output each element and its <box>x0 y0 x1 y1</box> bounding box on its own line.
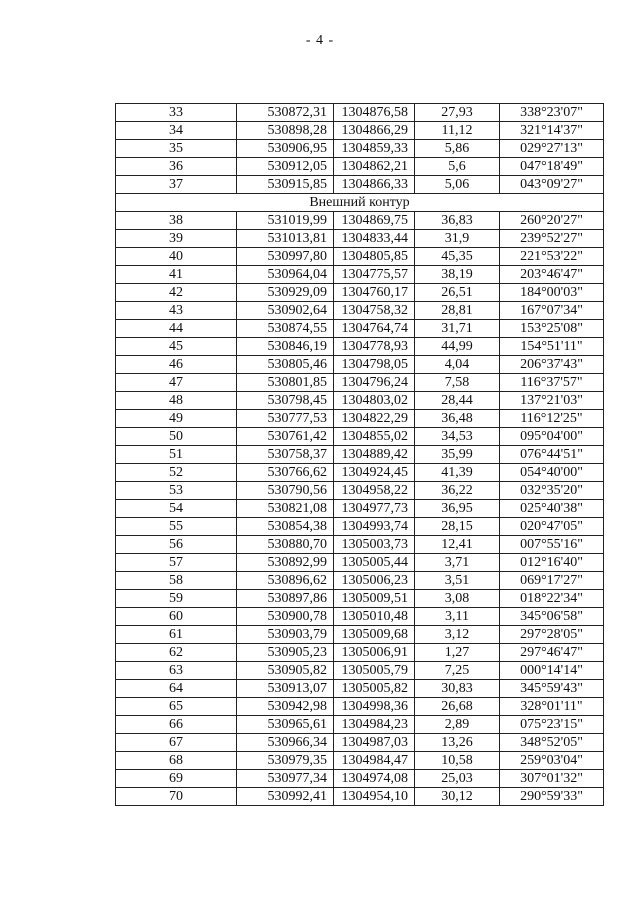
table-row <box>116 428 604 446</box>
length-cell: 44,99 <box>415 338 500 356</box>
x-coordinate-cell: 530777,53 <box>237 410 334 428</box>
bearing-angle-cell: 032°35'20" <box>500 482 604 500</box>
length-cell: 35,99 <box>415 446 500 464</box>
bearing-angle-cell: 054°40'00" <box>500 464 604 482</box>
bearing-angle-cell: 260°20'27" <box>500 212 604 230</box>
bearing-angle-cell: 345°59'43" <box>500 680 604 698</box>
x-coordinate-cell: 530905,23 <box>237 644 334 662</box>
point-number-cell: 51 <box>116 446 237 464</box>
table-row <box>116 176 604 194</box>
bearing-angle-cell: 221°53'22" <box>500 248 604 266</box>
point-number-cell: 52 <box>116 464 237 482</box>
bearing-angle-cell: 348°52'05" <box>500 734 604 752</box>
rows-before-section <box>116 104 604 194</box>
x-coordinate-cell: 530761,42 <box>237 428 334 446</box>
point-number-cell: 55 <box>116 518 237 536</box>
table-row <box>116 302 604 320</box>
length-cell: 7,58 <box>415 374 500 392</box>
table-row <box>116 122 604 140</box>
y-coordinate-cell: 1304998,36 <box>334 698 415 716</box>
point-number-cell: 42 <box>116 284 237 302</box>
length-cell: 28,15 <box>415 518 500 536</box>
length-cell: 45,35 <box>415 248 500 266</box>
y-coordinate-cell: 1305003,73 <box>334 536 415 554</box>
x-coordinate-cell: 530854,38 <box>237 518 334 536</box>
y-coordinate-cell: 1304977,73 <box>334 500 415 518</box>
length-cell: 26,51 <box>415 284 500 302</box>
bearing-angle-cell: 297°46'47" <box>500 644 604 662</box>
bearing-angle-cell: 153°25'08" <box>500 320 604 338</box>
table-row <box>116 608 604 626</box>
table-row <box>116 536 604 554</box>
table-row <box>116 158 604 176</box>
table-row <box>116 554 604 572</box>
bearing-angle-cell: 095°04'00" <box>500 428 604 446</box>
bearing-angle-cell: 069°17'27" <box>500 572 604 590</box>
point-number-cell: 50 <box>116 428 237 446</box>
page-number: - 4 - <box>305 33 335 48</box>
length-cell: 4,04 <box>415 356 500 374</box>
y-coordinate-cell: 1304764,74 <box>334 320 415 338</box>
bearing-angle-cell: 154°51'11" <box>500 338 604 356</box>
bearing-angle-cell: 184°00'03" <box>500 284 604 302</box>
length-cell: 1,27 <box>415 644 500 662</box>
bearing-angle-cell: 075°23'15" <box>500 716 604 734</box>
point-number-cell: 40 <box>116 248 237 266</box>
y-coordinate-cell: 1304924,45 <box>334 464 415 482</box>
bearing-angle-cell: 167°07'34" <box>500 302 604 320</box>
bearing-angle-cell: 116°37'57" <box>500 374 604 392</box>
length-cell: 7,25 <box>415 662 500 680</box>
x-coordinate-cell: 530905,82 <box>237 662 334 680</box>
x-coordinate-cell: 530766,62 <box>237 464 334 482</box>
table-row <box>116 464 604 482</box>
length-cell: 11,12 <box>415 122 500 140</box>
length-cell: 41,39 <box>415 464 500 482</box>
x-coordinate-cell: 530874,55 <box>237 320 334 338</box>
y-coordinate-cell: 1305009,68 <box>334 626 415 644</box>
bearing-angle-cell: 047°18'49" <box>500 158 604 176</box>
y-coordinate-cell: 1305006,91 <box>334 644 415 662</box>
y-coordinate-cell: 1304984,23 <box>334 716 415 734</box>
length-cell: 28,81 <box>415 302 500 320</box>
bearing-angle-cell: 020°47'05" <box>500 518 604 536</box>
bearing-angle-cell: 012°16'40" <box>500 554 604 572</box>
x-coordinate-cell: 530758,37 <box>237 446 334 464</box>
x-coordinate-cell: 530790,56 <box>237 482 334 500</box>
bearing-angle-cell: 338°23'07" <box>500 104 604 122</box>
length-cell: 3,11 <box>415 608 500 626</box>
bearing-angle-cell: 206°37'43" <box>500 356 604 374</box>
length-cell: 26,68 <box>415 698 500 716</box>
y-coordinate-cell: 1304876,58 <box>334 104 415 122</box>
table-row <box>116 770 604 788</box>
length-cell: 10,58 <box>415 752 500 770</box>
y-coordinate-cell: 1304987,03 <box>334 734 415 752</box>
point-number-cell: 57 <box>116 554 237 572</box>
length-cell: 30,83 <box>415 680 500 698</box>
x-coordinate-cell: 530896,62 <box>237 572 334 590</box>
point-number-cell: 67 <box>116 734 237 752</box>
y-coordinate-cell: 1305005,82 <box>334 680 415 698</box>
x-coordinate-cell: 530977,34 <box>237 770 334 788</box>
table-row <box>116 248 604 266</box>
x-coordinate-cell: 530912,05 <box>237 158 334 176</box>
point-number-cell: 45 <box>116 338 237 356</box>
y-coordinate-cell: 1304805,85 <box>334 248 415 266</box>
table-row <box>116 734 604 752</box>
point-number-cell: 58 <box>116 572 237 590</box>
x-coordinate-cell: 530906,95 <box>237 140 334 158</box>
y-coordinate-cell: 1304758,32 <box>334 302 415 320</box>
length-cell: 36,83 <box>415 212 500 230</box>
table-row <box>116 716 604 734</box>
x-coordinate-cell: 530798,45 <box>237 392 334 410</box>
x-coordinate-cell: 530898,28 <box>237 122 334 140</box>
bearing-angle-cell: 029°27'13" <box>500 140 604 158</box>
table-row <box>116 410 604 428</box>
section-row <box>116 194 604 212</box>
length-cell: 2,89 <box>415 716 500 734</box>
y-coordinate-cell: 1305005,79 <box>334 662 415 680</box>
table-row <box>116 338 604 356</box>
y-coordinate-cell: 1304866,33 <box>334 176 415 194</box>
length-cell: 3,08 <box>415 590 500 608</box>
table-row <box>116 356 604 374</box>
bearing-angle-cell: 116°12'25" <box>500 410 604 428</box>
table-row <box>116 698 604 716</box>
x-coordinate-cell: 530900,78 <box>237 608 334 626</box>
bearing-angle-cell: 328°01'11" <box>500 698 604 716</box>
y-coordinate-cell: 1304803,02 <box>334 392 415 410</box>
point-number-cell: 36 <box>116 158 237 176</box>
y-coordinate-cell: 1304822,29 <box>334 410 415 428</box>
x-coordinate-cell: 530903,79 <box>237 626 334 644</box>
point-number-cell: 43 <box>116 302 237 320</box>
x-coordinate-cell: 530913,07 <box>237 680 334 698</box>
x-coordinate-cell: 530964,04 <box>237 266 334 284</box>
point-number-cell: 46 <box>116 356 237 374</box>
table-row <box>116 662 604 680</box>
length-cell: 36,22 <box>415 482 500 500</box>
x-coordinate-cell: 530872,31 <box>237 104 334 122</box>
x-coordinate-cell: 530805,46 <box>237 356 334 374</box>
table-row <box>116 482 604 500</box>
y-coordinate-cell: 1304954,10 <box>334 788 415 806</box>
point-number-cell: 47 <box>116 374 237 392</box>
y-coordinate-cell: 1304958,22 <box>334 482 415 500</box>
x-coordinate-cell: 530846,19 <box>237 338 334 356</box>
point-number-cell: 41 <box>116 266 237 284</box>
point-number-cell: 56 <box>116 536 237 554</box>
y-coordinate-cell: 1304833,44 <box>334 230 415 248</box>
point-number-cell: 68 <box>116 752 237 770</box>
table-row <box>116 284 604 302</box>
bearing-angle-cell: 259°03'04" <box>500 752 604 770</box>
bearing-angle-cell: 290°59'33" <box>500 788 604 806</box>
bearing-angle-cell: 137°21'03" <box>500 392 604 410</box>
point-number-cell: 65 <box>116 698 237 716</box>
bearing-angle-cell: 297°28'05" <box>500 626 604 644</box>
length-cell: 3,51 <box>415 572 500 590</box>
point-number-cell: 49 <box>116 410 237 428</box>
point-number-cell: 64 <box>116 680 237 698</box>
y-coordinate-cell: 1304798,05 <box>334 356 415 374</box>
bearing-angle-cell: 076°44'51" <box>500 446 604 464</box>
length-cell: 3,12 <box>415 626 500 644</box>
section-row-group <box>116 194 604 212</box>
x-coordinate-cell: 530915,85 <box>237 176 334 194</box>
point-number-cell: 60 <box>116 608 237 626</box>
length-cell: 13,26 <box>415 734 500 752</box>
point-number-cell: 66 <box>116 716 237 734</box>
point-number-cell: 35 <box>116 140 237 158</box>
table-row <box>116 752 604 770</box>
table-row <box>116 644 604 662</box>
point-number-cell: 48 <box>116 392 237 410</box>
length-cell: 5,86 <box>415 140 500 158</box>
x-coordinate-cell: 530902,64 <box>237 302 334 320</box>
x-coordinate-cell: 530992,41 <box>237 788 334 806</box>
table-row <box>116 572 604 590</box>
bearing-angle-cell: 007°55'16" <box>500 536 604 554</box>
bearing-angle-cell: 203°46'47" <box>500 266 604 284</box>
length-cell: 5,06 <box>415 176 500 194</box>
table-row <box>116 320 604 338</box>
length-cell: 3,71 <box>415 554 500 572</box>
y-coordinate-cell: 1304974,08 <box>334 770 415 788</box>
y-coordinate-cell: 1304889,42 <box>334 446 415 464</box>
y-coordinate-cell: 1305009,51 <box>334 590 415 608</box>
y-coordinate-cell: 1304869,75 <box>334 212 415 230</box>
table-row <box>116 140 604 158</box>
length-cell: 36,48 <box>415 410 500 428</box>
bearing-angle-cell: 018°22'34" <box>500 590 604 608</box>
length-cell: 31,71 <box>415 320 500 338</box>
x-coordinate-cell: 530892,99 <box>237 554 334 572</box>
y-coordinate-cell: 1304796,24 <box>334 374 415 392</box>
length-cell: 25,03 <box>415 770 500 788</box>
table-row <box>116 374 604 392</box>
point-number-cell: 38 <box>116 212 237 230</box>
point-number-cell: 37 <box>116 176 237 194</box>
x-coordinate-cell: 530942,98 <box>237 698 334 716</box>
rows-after-section <box>116 212 604 806</box>
y-coordinate-cell: 1304760,17 <box>334 284 415 302</box>
length-cell: 5,6 <box>415 158 500 176</box>
point-number-cell: 53 <box>116 482 237 500</box>
point-number-cell: 33 <box>116 104 237 122</box>
section-label-outer-contour: Внешний контур <box>116 194 604 212</box>
table-row <box>116 392 604 410</box>
bearing-angle-cell: 239°52'27" <box>500 230 604 248</box>
bearing-angle-cell: 345°06'58" <box>500 608 604 626</box>
y-coordinate-cell: 1304859,33 <box>334 140 415 158</box>
length-cell: 30,12 <box>415 788 500 806</box>
y-coordinate-cell: 1304984,47 <box>334 752 415 770</box>
y-coordinate-cell: 1304862,21 <box>334 158 415 176</box>
y-coordinate-cell: 1305005,44 <box>334 554 415 572</box>
table-row <box>116 266 604 284</box>
length-cell: 28,44 <box>415 392 500 410</box>
table-row <box>116 104 604 122</box>
y-coordinate-cell: 1305006,23 <box>334 572 415 590</box>
bearing-angle-cell: 043°09'27" <box>500 176 604 194</box>
length-cell: 36,95 <box>415 500 500 518</box>
table-row <box>116 446 604 464</box>
point-number-cell: 61 <box>116 626 237 644</box>
y-coordinate-cell: 1304993,74 <box>334 518 415 536</box>
length-cell: 12,41 <box>415 536 500 554</box>
table-row <box>116 590 604 608</box>
y-coordinate-cell: 1304866,29 <box>334 122 415 140</box>
table-row <box>116 626 604 644</box>
bearing-angle-cell: 025°40'38" <box>500 500 604 518</box>
y-coordinate-cell: 1304855,02 <box>334 428 415 446</box>
x-coordinate-cell: 530880,70 <box>237 536 334 554</box>
point-number-cell: 59 <box>116 590 237 608</box>
x-coordinate-cell: 530966,34 <box>237 734 334 752</box>
table-row <box>116 788 604 806</box>
point-number-cell: 62 <box>116 644 237 662</box>
table-row <box>116 212 604 230</box>
x-coordinate-cell: 530979,35 <box>237 752 334 770</box>
x-coordinate-cell: 530997,80 <box>237 248 334 266</box>
x-coordinate-cell: 531019,99 <box>237 212 334 230</box>
bearing-angle-cell: 000°14'14" <box>500 662 604 680</box>
table-row <box>116 518 604 536</box>
point-number-cell: 34 <box>116 122 237 140</box>
x-coordinate-cell: 530965,61 <box>237 716 334 734</box>
x-coordinate-cell: 530929,09 <box>237 284 334 302</box>
point-number-cell: 69 <box>116 770 237 788</box>
table-row <box>116 500 604 518</box>
length-cell: 34,53 <box>415 428 500 446</box>
point-number-cell: 63 <box>116 662 237 680</box>
bearing-angle-cell: 307°01'32" <box>500 770 604 788</box>
y-coordinate-cell: 1305010,48 <box>334 608 415 626</box>
x-coordinate-cell: 531013,81 <box>237 230 334 248</box>
table-row <box>116 680 604 698</box>
x-coordinate-cell: 530801,85 <box>237 374 334 392</box>
point-number-cell: 39 <box>116 230 237 248</box>
point-number-cell: 54 <box>116 500 237 518</box>
point-number-cell: 70 <box>116 788 237 806</box>
bearing-angle-cell: 321°14'37" <box>500 122 604 140</box>
point-number-cell: 44 <box>116 320 237 338</box>
x-coordinate-cell: 530897,86 <box>237 590 334 608</box>
coordinates-table <box>115 103 604 806</box>
table-row <box>116 230 604 248</box>
length-cell: 31,9 <box>415 230 500 248</box>
y-coordinate-cell: 1304778,93 <box>334 338 415 356</box>
length-cell: 38,19 <box>415 266 500 284</box>
length-cell: 27,93 <box>415 104 500 122</box>
y-coordinate-cell: 1304775,57 <box>334 266 415 284</box>
x-coordinate-cell: 530821,08 <box>237 500 334 518</box>
